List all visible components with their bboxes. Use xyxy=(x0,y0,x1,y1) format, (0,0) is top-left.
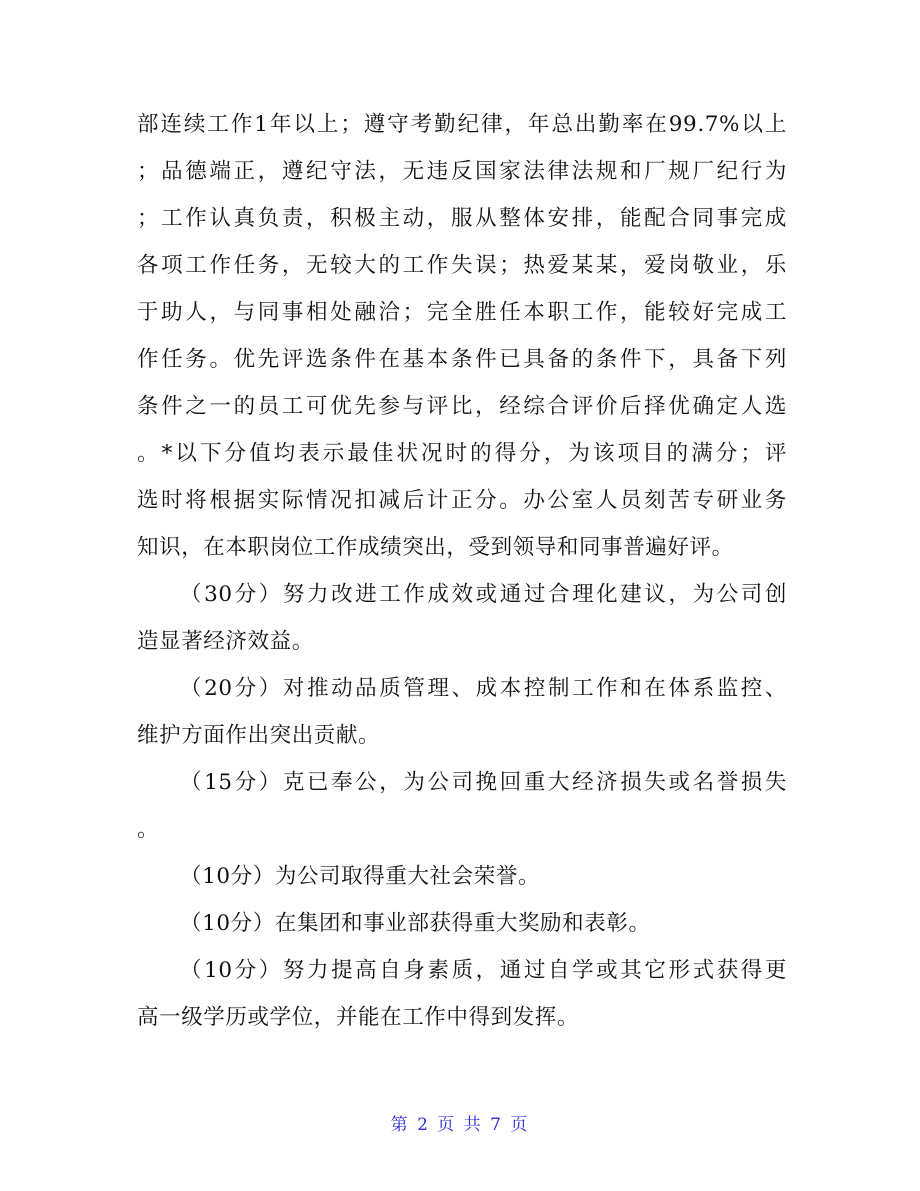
document-body xyxy=(137,101,787,1041)
text-line: ；工作认真负责，积极主动，服从整体安排，能配合同事完成 xyxy=(137,206,787,231)
text-line: 于助人，与同事相处融洽；完全胜任本职工作，能较好完成工 xyxy=(137,300,787,325)
text-line: （10分）为公司取得重大社会荣誉。 xyxy=(180,864,541,889)
text-line: 部连续工作1年以上；遵守考勤纪律，年总出勤率在99.7%以上 xyxy=(137,112,787,137)
text-line: （20分）对推动品质管理、成本控制工作和在体系监控、 xyxy=(180,676,787,701)
text-line: （30分）努力改进工作成效或通过合理化建议，为公司创 xyxy=(180,582,787,607)
text-line: 维护方面作出突出贡献。 xyxy=(137,723,381,748)
text-line: 高一级学历或学位，并能在工作中得到发挥。 xyxy=(137,1005,580,1030)
text-line: 选时将根据实际情况扣减后计正分。办公室人员刻苦专研业务 xyxy=(137,488,787,513)
text-line: 。*以下分值均表示最佳状况时的得分，为该项目的满分；评 xyxy=(137,441,787,466)
text-line: （10分）努力提高自身素质，通过自学或其它形式获得更 xyxy=(180,958,787,983)
text-line: 各项工作任务，无较大的工作失误；热爱某某，爱岗敬业，乐 xyxy=(137,253,787,278)
text-line: 。 xyxy=(137,817,160,842)
text-line: （15分）克已奉公，为公司挽回重大经济损失或名誉损失 xyxy=(180,770,787,795)
text-line: 造显著经济效益。 xyxy=(137,629,314,654)
text-line: ；品德端正，遵纪守法，无违反国家法律法规和厂规厂纪行为 xyxy=(137,159,787,184)
text-line: 作任务。优先评选条件在基本条件已具备的条件下，具备下列 xyxy=(137,347,787,372)
text-line: 知识，在本职岗位工作成绩突出，受到领导和同事普遍好评。 xyxy=(137,535,734,560)
text-line: 条件之一的员工可优先参与评比，经综合评价后择优确定人选 xyxy=(137,394,787,419)
text-line: （10分）在集团和事业部获得重大奖励和表彰。 xyxy=(180,911,651,936)
page-number-footer: 第 2 页 共 7 页 xyxy=(390,1115,530,1135)
